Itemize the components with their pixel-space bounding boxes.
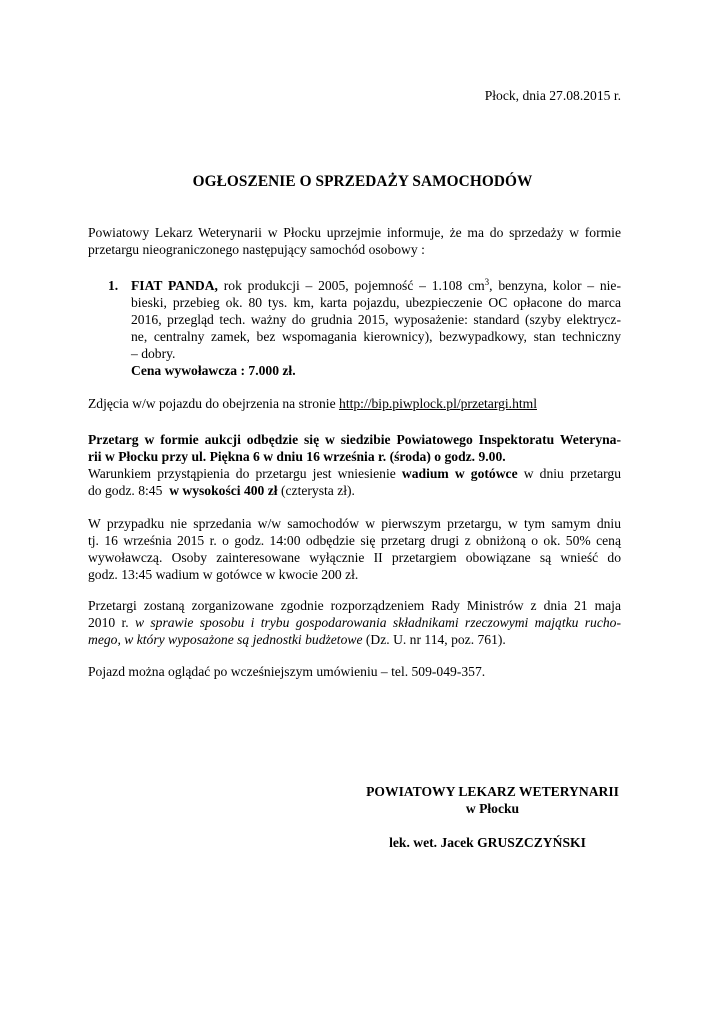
- car-line-2: bieski, przebieg ok. 80 tys. km, karta pojazdu, ubezpieczenie OC opłacone do marca: [131, 295, 621, 310]
- regulation-title-1: w sprawie sposobu i trybu gospodarowania składnikami rzeczowymi majątku rucho-: [135, 615, 621, 630]
- date-line: Płock, dnia 27.08.2015 r.: [484, 88, 621, 103]
- legal-line-3: [88, 631, 621, 648]
- page-title: OGŁOSZENIE O SPRZEDAŻY SAMOCHODÓW: [192, 173, 533, 190]
- car-line-3: 2016, przegląd tech. ważny do grudnia 2015, wyposażenie: standard (szyby elektrycz-: [131, 312, 621, 327]
- legal-text-2a: 2010 r.: [88, 615, 129, 630]
- car-specs-1a: rok produkcji – 2005, pojemność – 1.108 cm: [223, 278, 485, 293]
- car-description: [131, 277, 621, 379]
- intro-paragraph: [88, 224, 621, 258]
- intro-line-2: przetargu nieograniczonego następujący samochód osobowy :: [88, 242, 425, 257]
- car-line-5: – dobry.: [131, 346, 176, 361]
- auction-text-4a: do godz. 8:45: [88, 483, 163, 498]
- auction-text-3c: w dniu przetargu: [523, 466, 622, 481]
- auction-line-1: [88, 431, 621, 448]
- legal-line-2: [88, 614, 621, 631]
- auction-line-4: [88, 482, 621, 499]
- legal-citation: (Dz. U. nr 114, poz. 761).: [365, 632, 506, 647]
- regulation-title-2: mego, w który wyposażone są jednostki budżetowe: [88, 632, 363, 647]
- signature-name: lek. wet. Jacek GRUSZCZYŃSKI: [389, 835, 586, 850]
- intro-line-1: Powiatowy Lekarz Weterynarii w Płocku uprzejmie informuje, że ma do sprzedaży w formie: [88, 225, 621, 240]
- auction-paragraph: [88, 431, 621, 499]
- car-line-4: ne, centralny zamek, bez wspomagania kierownicy), bezwypadkowy, stan techniczny: [131, 329, 621, 344]
- legal-line-1: Przetargi zostaną zorganizowane zgodnie rozporządzeniem Rady Ministrów z dnia 21 maja: [88, 598, 621, 613]
- second-line-2: tj. 16 września 2015 r. o godz. 14:00 odbędzie się przetarg drugi z obniżoną o ok. 50% ceną: [88, 533, 621, 548]
- price-text: Cena wywoławcza : 7.000 zł.: [131, 363, 296, 378]
- auction-bold-1: Przetarg w formie aukcji odbędzie się w siedzibie Powiatowego Inspektoratu Weteryna-: [88, 432, 621, 447]
- photos-text: Zdjęcia w/w pojazdu do obejrzenia na stronie: [88, 396, 336, 411]
- list-number: 1.: [108, 278, 119, 293]
- auction-text-4c: (czterysta zł).: [280, 483, 355, 498]
- signature-office: POWIATOWY LEKARZ WETERYNARII: [366, 784, 619, 799]
- auction-text-3a: Warunkiem przystąpienia do przetargu jest wniesienie: [88, 466, 396, 481]
- signature-city: w Płocku: [465, 801, 520, 816]
- asking-price: [131, 362, 621, 379]
- car-line-1: [131, 277, 621, 294]
- deposit-amount: w wysokości 400 zł: [169, 483, 278, 498]
- deposit-cash: wadium w gotówce: [401, 466, 518, 481]
- photos-link[interactable]: http://bip.piwplock.pl/przetargi.html: [339, 396, 537, 411]
- photos-line: [88, 395, 621, 412]
- car-name: FIAT PANDA,: [131, 278, 218, 293]
- second-auction-paragraph: [88, 515, 621, 583]
- second-line-3: wywoławczą. Osoby zainteresowane wyłącznie II przetargiem obowiązane są wnieść do: [88, 550, 621, 565]
- second-line-4: godz. 13:45 wadium w gotówce w kwocie 200 zł.: [88, 567, 359, 582]
- auction-line-2: [88, 448, 621, 465]
- auction-bold-2: rii w Płocku przy ul. Piękna 6 w dniu 16 września r. (środa) o godz. 9.00.: [88, 449, 506, 464]
- car-specs-1b: , benzyna, kolor – nie-: [489, 278, 621, 293]
- legal-paragraph: [88, 597, 621, 648]
- auction-line-3: [88, 465, 621, 482]
- viewing-line: Pojazd można oglądać po wcześniejszym umówieniu – tel. 509-049-357.: [88, 664, 486, 679]
- photos-paragraph: [88, 395, 621, 412]
- second-line-1: W przypadku nie sprzedania w/w samochodów w pierwszym przetargu, w tym samym dniu: [88, 516, 621, 531]
- cm3-superscript: 3: [484, 277, 490, 287]
- viewing-paragraph: [88, 663, 621, 680]
